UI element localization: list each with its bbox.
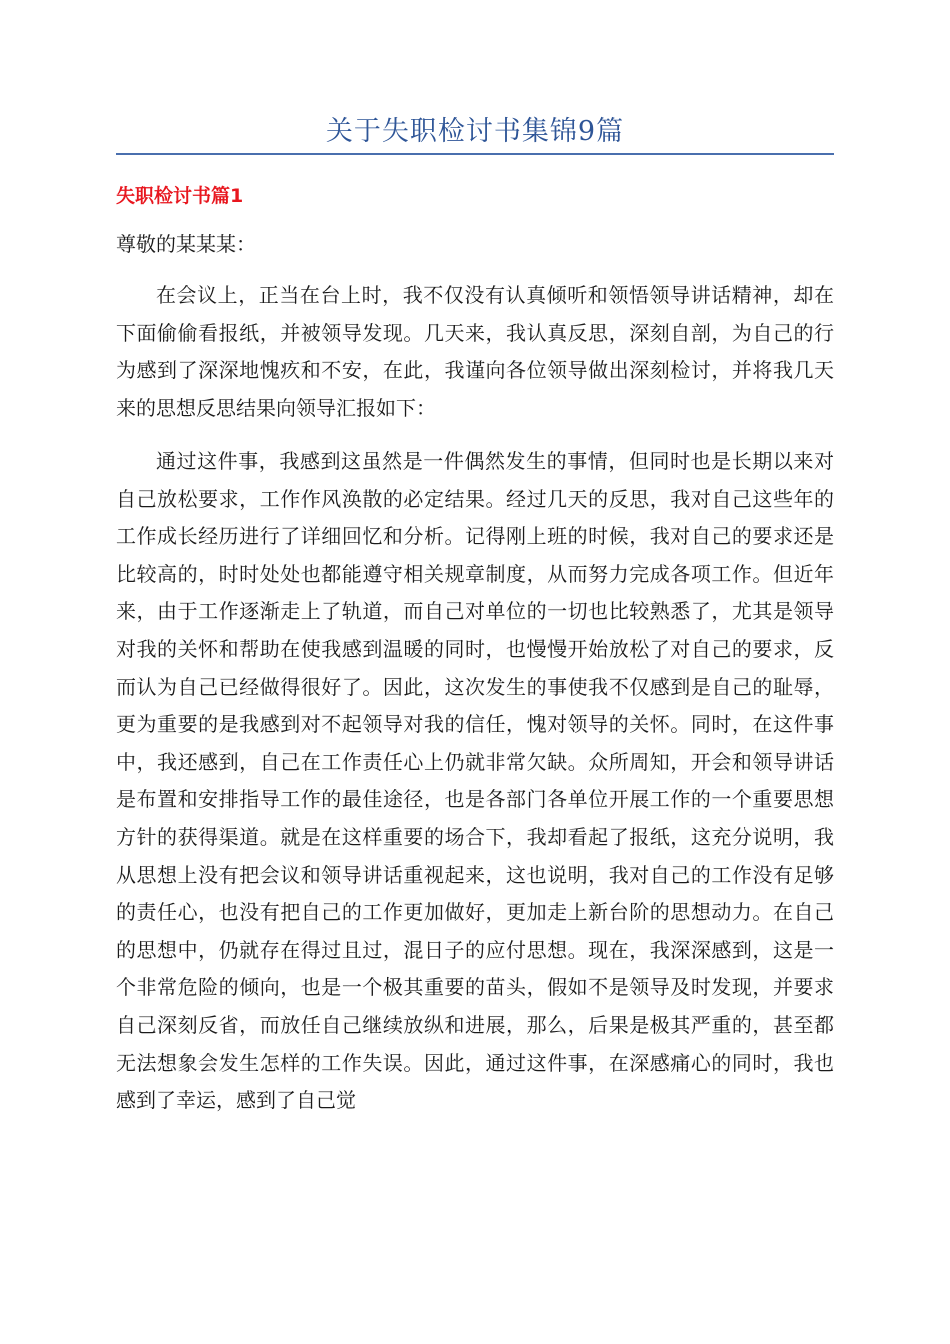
title-underline xyxy=(116,153,834,155)
body-paragraph: 在会议上，正当在台上时，我不仅没有认真倾听和领悟领导讲话精神，却在下面偷偷看报纸，并被领导发现。几天来，我认真反思，深刻自剖，为自己的行为感到了深深地愧疚和不安，在此，我谨向各位领导做出深刻检讨，并将我几天来的思想反思结果向领导汇报如下： xyxy=(116,283,834,420)
salutation: 尊敬的某某某： xyxy=(116,232,256,256)
document-title: 关于失职检讨书集锦9篇 xyxy=(325,116,625,147)
body-paragraph: 通过这件事，我感到这虽然是一件偶然发生的事情，但同时也是长期以来对自己放松要求，工作作风涣散的必定结果。经过几天的反思，我对自己这些年的工作成长经历进行了详细回忆和分析。记得刚上班的时候，我对自己的要求还是比较高的，时时处处也都能遵守相关规章制度，从而努力完成各项工作。但近年来，由于工作逐渐走上了轨道，而自己对单位的一切也比较熟悉了，尤其是领导对我的关怀和帮助在使我感到温暖的同时，也慢慢开始放松了对自己的要求，反而认为自己已经做得很好了。因此，这次发生的事使我不仅感到是自己的耻辱，更为重要的是我感到对不起领导对我的信任，愧对领导的关怀。同时，在这件事中，我还感到，自己在工作责任心上仍就非常欠缺。众所周知，开会和领导讲话是布置和安排指导工作的最佳途径，也是各部门各单位开展工作的一个重要思想方针的获得渠道。就是在这样重要的场合下，我却看起了报纸，这充分说明，我从思想上没有把会议和领导讲话重视起来，这也说明，我对自己的工作没有足够的责任心，也没有把自己的工作更加做好，更加走上新台阶的思想动力。在自己的思想中，仍就存在得过且过，混日子的应付思想。现在，我深深感到，这是一个非常危险的倾向，也是一个极其重要的苗头，假如不是领导及时发现，并要求自己深刻反省，而放任自己继续放纵和进展，那么，后果是极其严重的，甚至都无法想象会发生怎样的工作失误。因此，通过这件事，在深感痛心的同时，我也感到了幸运，感到了自己觉 xyxy=(116,449,834,1113)
section-heading: 失职检讨书篇1 xyxy=(116,185,244,207)
